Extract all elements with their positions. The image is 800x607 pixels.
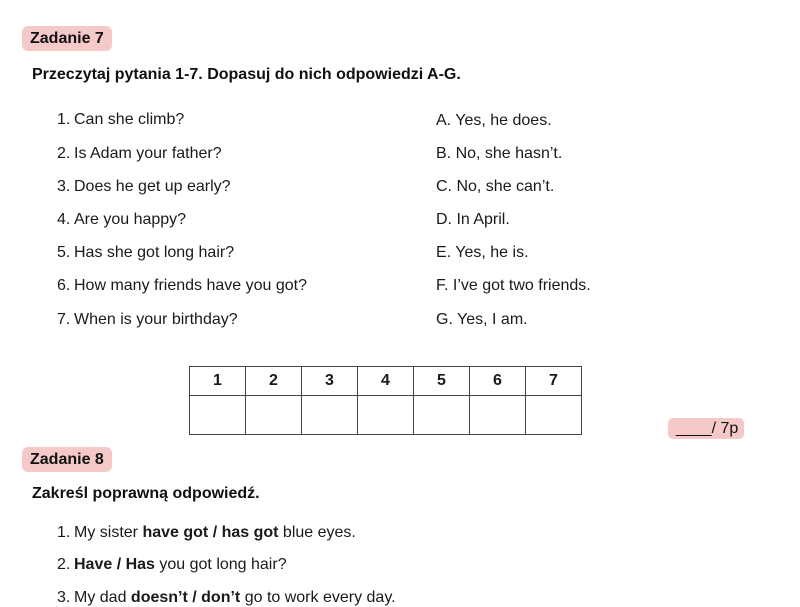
grid-header-cell: 7	[526, 367, 582, 396]
question-7: 7. When is your birthday?	[57, 311, 238, 328]
answer-grid-blank-row	[190, 396, 582, 435]
answer-grid	[189, 366, 582, 435]
grid-header-cell: 3	[302, 367, 358, 396]
grid-header-cell: 6	[470, 367, 526, 396]
sentence-3: 3. My dad doesn’t / don’t go to work every day.	[57, 589, 396, 606]
answer-f: F. I’ve got two friends.	[436, 277, 591, 294]
answer-cell-6[interactable]	[470, 396, 526, 435]
task7-title: Zadanie 7	[22, 26, 112, 51]
grid-header-cell: 5	[414, 367, 470, 396]
question-4: 4. Are you happy?	[57, 211, 187, 228]
question-1: 1. Can she climb?	[57, 111, 185, 128]
answer-cell-7[interactable]	[526, 396, 582, 435]
answer-e: E. Yes, he is.	[436, 244, 529, 261]
sentence-2: 2. Have / Has you got long hair?	[57, 556, 287, 573]
choice-options[interactable]: doesn’t / don’t	[130, 589, 241, 606]
task8-title: Zadanie 8	[22, 447, 112, 472]
choice-options[interactable]: Have / Has	[74, 556, 155, 573]
score-badge: ____/ 7p	[668, 418, 744, 439]
answer-g: G. Yes, I am.	[436, 311, 528, 328]
answer-grid-header-row	[190, 367, 582, 396]
grid-header-cell: 4	[358, 367, 414, 396]
question-3: 3. Does he get up early?	[57, 178, 231, 195]
grid-header-cell: 2	[246, 367, 302, 396]
answer-cell-2[interactable]	[246, 396, 302, 435]
question-5: 5. Has she got long hair?	[57, 244, 235, 261]
sentence-1: 1. My sister have got / has got blue eyes.	[57, 524, 356, 541]
answer-a: A. Yes, he does.	[436, 112, 552, 129]
grid-header-cell: 1	[190, 367, 246, 396]
answer-cell-5[interactable]	[414, 396, 470, 435]
task8-instruction: Zakreśl poprawną odpowiedź.	[32, 485, 260, 502]
question-2: 2. Is Adam your father?	[57, 145, 222, 162]
choice-options[interactable]: have got / has got	[142, 524, 279, 541]
answer-c: C. No, she can’t.	[436, 178, 555, 195]
question-6: 6. How many friends have you got?	[57, 277, 308, 294]
answer-cell-4[interactable]	[358, 396, 414, 435]
answer-cell-3[interactable]	[302, 396, 358, 435]
answer-d: D. In April.	[436, 211, 510, 228]
answer-cell-1[interactable]	[190, 396, 246, 435]
answer-b: B. No, she hasn’t.	[436, 145, 563, 162]
task7-instruction: Przeczytaj pytania 1-7. Dopasuj do nich odpowiedzi A-G.	[32, 66, 461, 83]
